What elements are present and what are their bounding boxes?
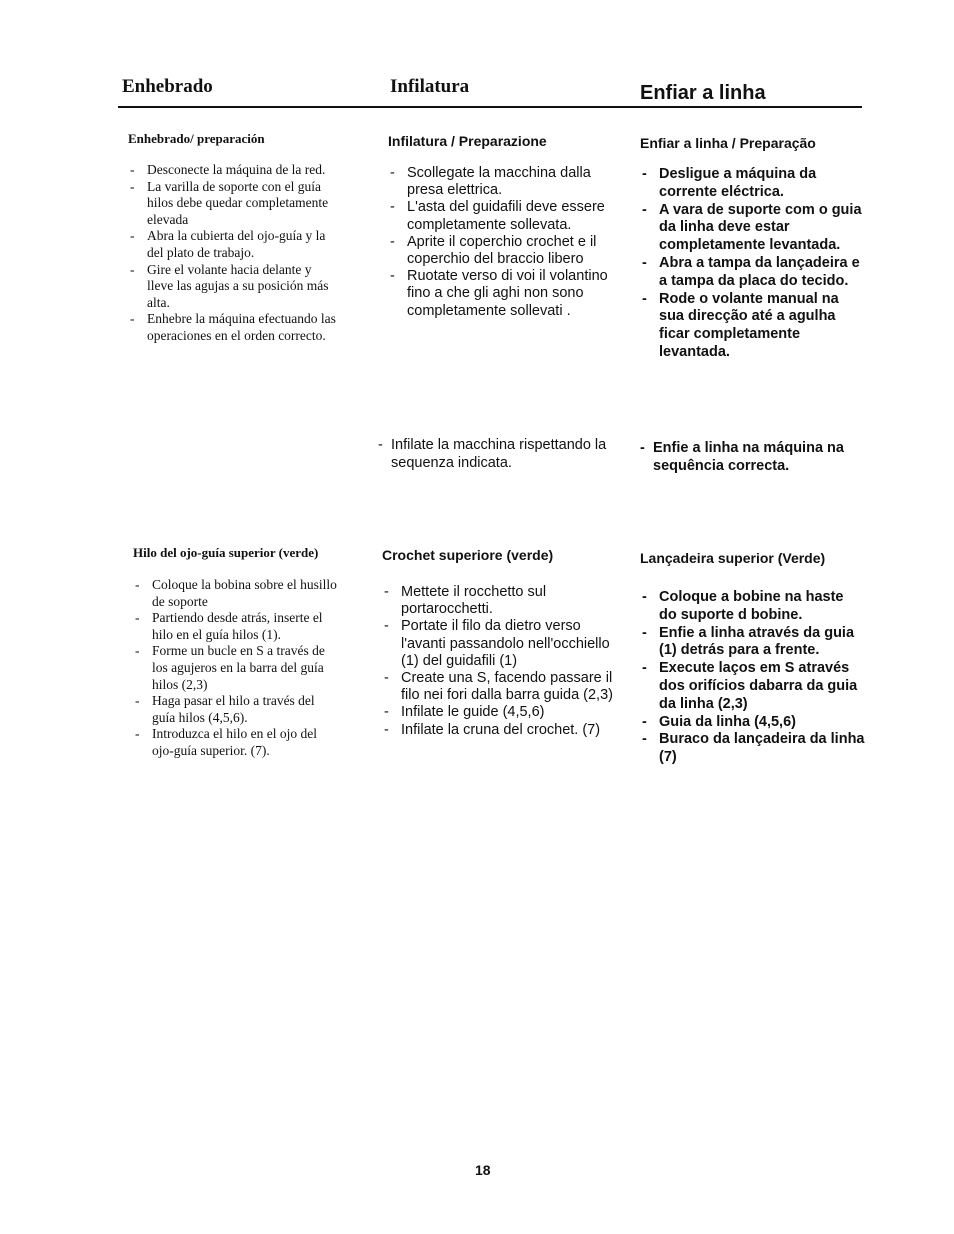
section1-it-list bbox=[388, 165, 620, 320]
section1-es-list bbox=[128, 162, 338, 345]
section2-it bbox=[382, 546, 622, 739]
list-item: - Ruotate verso di voi il volantino fino a che gli aghi non sono completamente sollevati . bbox=[388, 268, 620, 320]
section1-pt-title: Enfiar a linha / Preparação bbox=[640, 135, 816, 151]
section2-it-list bbox=[382, 584, 622, 739]
section2-es-title: Hilo del ojo-guía superior (verde) bbox=[133, 545, 319, 560]
list-item: - Buraco da lançadeira da linha (7) bbox=[640, 731, 865, 767]
list-item: - Coloque la bobina sobre el husillo de soporte bbox=[133, 577, 338, 610]
list-item: - L'asta del guidafili deve essere completamente sollevata. bbox=[388, 199, 620, 233]
section2-pt-title: Lançadeira superior (Verde) bbox=[640, 550, 826, 566]
list-item: - Enfie a linha através da guia (1) detrás para a frente. bbox=[640, 625, 865, 661]
section1-it-extra: - Infilate la macchina rispettando la sequenza indicata. bbox=[378, 436, 623, 472]
list-item: - A vara de suporte com o guia da linha deve estar completamente levantada. bbox=[640, 202, 865, 255]
section2-es bbox=[133, 544, 338, 760]
list-item: - Desligue a máquina da corrente eléctrica. bbox=[640, 166, 865, 202]
section2-pt bbox=[640, 549, 865, 767]
list-item: - Infilate la cruna del crochet. (7) bbox=[382, 722, 622, 739]
section2-es-list bbox=[133, 577, 338, 760]
list-item: - Introduzca el hilo en el ojo del ojo-guía superior. (7). bbox=[133, 726, 338, 759]
list-item: - Coloque a bobine na haste do suporte d bobine. bbox=[640, 589, 865, 625]
list-item: - Execute laços em S através dos orifícios dabarra da guia da linha (2,3) bbox=[640, 660, 865, 713]
page-number: 18 bbox=[475, 1162, 491, 1178]
list-item: - Forme un bucle en S a través de los agujeros en la barra del guía hilos (2,3) bbox=[133, 643, 338, 693]
section2-it-title: Crochet superiore (verde) bbox=[382, 547, 554, 563]
section1-pt-list bbox=[640, 166, 865, 362]
section1-it bbox=[388, 132, 620, 320]
list-item: - Gire el volante hacia delante y lleve las agujas a su posición más alta. bbox=[128, 262, 338, 312]
section1-it-extra-block bbox=[378, 436, 623, 472]
list-item: - Portate il filo da dietro verso l'avanti passandolo nell'occhiello (1) del guidafili (1) bbox=[382, 618, 622, 670]
list-item: - Partiendo desde atrás, inserte el hilo en el guía hilos (1). bbox=[133, 610, 338, 643]
section1-es bbox=[128, 130, 338, 345]
list-item: - Create una S, facendo passare il filo nei fori dalla barra guida (2,3) bbox=[382, 670, 622, 704]
section1-pt bbox=[640, 134, 865, 362]
list-item: - Mettete il rocchetto sul portarocchetti. bbox=[382, 584, 622, 618]
section1-pt-extra: - Enfie a linha na máquina na sequência correcta. bbox=[640, 439, 865, 475]
list-item: - Abra la cubierta del ojo-guía y la del plato de trabajo. bbox=[128, 228, 338, 261]
section1-es-title: Enhebrado/ preparación bbox=[128, 131, 265, 146]
list-item: - Haga pasar el hilo a través del guía hilos (4,5,6). bbox=[133, 693, 338, 726]
list-item: - Scollegate la macchina dalla presa elettrica. bbox=[388, 165, 620, 199]
list-item: - Desconecte la máquina de la red. bbox=[128, 162, 338, 179]
header-it: Infilatura bbox=[390, 76, 470, 97]
section1-it-title: Infilatura / Preparazione bbox=[388, 133, 547, 149]
section2-pt-list bbox=[640, 589, 865, 767]
list-item: - Enhebre la máquina efectuando las operaciones en el orden correcto. bbox=[128, 311, 338, 344]
list-item: - Infilate le guide (4,5,6) bbox=[382, 704, 622, 721]
list-item: - Rode o volante manual na sua direcção até a agulha ficar completamente levantada. bbox=[640, 291, 865, 362]
list-item: - Guia da linha (4,5,6) bbox=[640, 714, 865, 732]
header-es: Enhebrado bbox=[122, 76, 213, 97]
section1-pt-extra-block bbox=[640, 439, 865, 475]
list-item: - Abra a tampa da lançadeira e a tampa da placa do tecido. bbox=[640, 255, 865, 291]
header-pt: Enfiar a linha bbox=[640, 82, 766, 104]
list-item: - La varilla de soporte con el guía hilos debe quedar completamente elevada bbox=[128, 179, 338, 229]
list-item: - Aprite il coperchio crochet e il coperchio del braccio libero bbox=[388, 234, 620, 268]
header-rule bbox=[118, 106, 862, 108]
